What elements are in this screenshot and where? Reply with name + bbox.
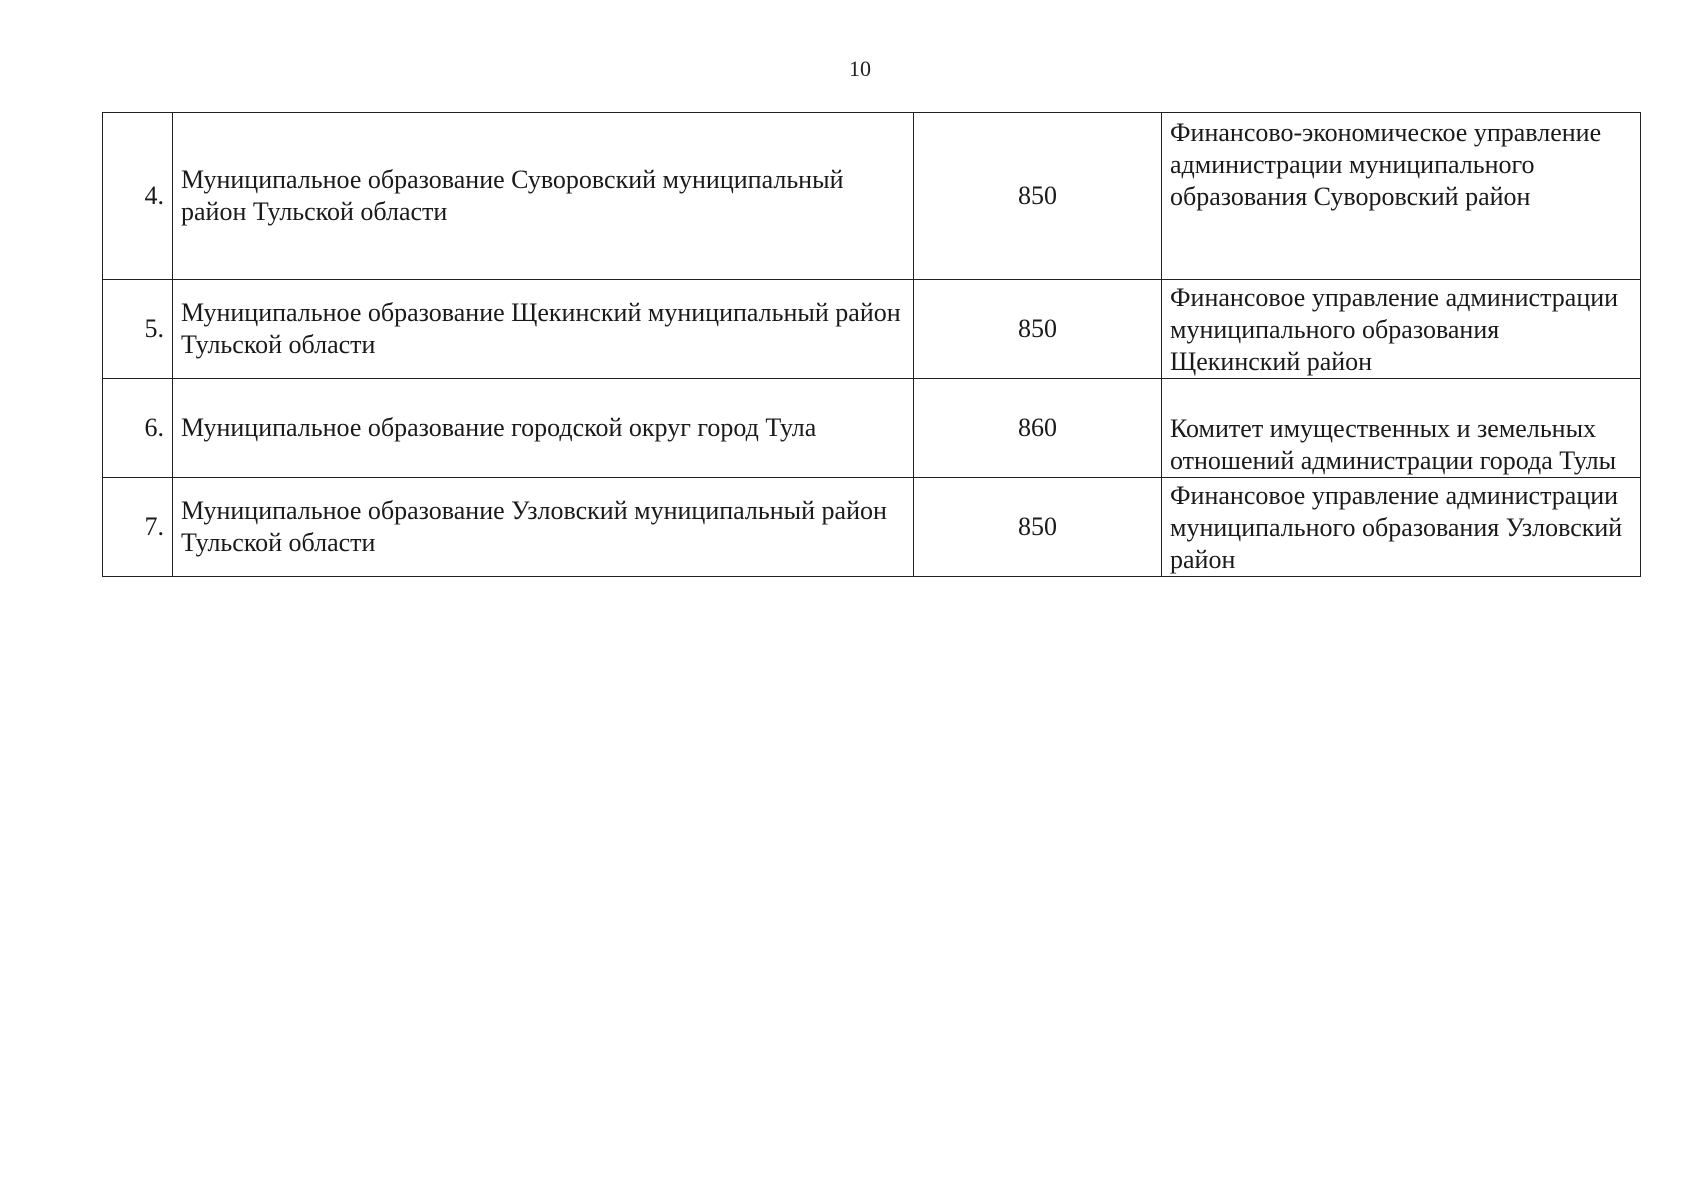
table-row bbox=[103, 280, 1641, 379]
municipality-table bbox=[102, 112, 1641, 577]
budget-code: 860 bbox=[914, 379, 1162, 478]
budget-code: 850 bbox=[914, 113, 1162, 280]
table-row bbox=[103, 113, 1641, 280]
municipality-name: Муниципальное образование Щекинский муниципальный район Тульской области bbox=[173, 280, 914, 379]
administrator-org bbox=[1162, 280, 1641, 379]
page-number: 10 bbox=[849, 56, 871, 81]
municipality-name: Муниципальное образование Суворовский муниципальный район Тульской области bbox=[173, 113, 914, 280]
administrator-org-text: Финансовое управление администрации муниципального образования Узловский район bbox=[1170, 481, 1623, 574]
budget-code: 850 bbox=[914, 280, 1162, 379]
administrator-org bbox=[1162, 478, 1641, 577]
administrator-org bbox=[1162, 113, 1641, 280]
administrator-org bbox=[1162, 379, 1641, 478]
row-number: 7. bbox=[103, 478, 173, 577]
administrator-org-text: Финансовое управление администрации муниципального образования Щекинский район bbox=[1170, 283, 1619, 376]
row-number: 6. bbox=[103, 379, 173, 478]
administrator-org-text: Финансово-экономическое управление администрации муниципального образования Суворовский район bbox=[1170, 118, 1602, 211]
table-row bbox=[103, 379, 1641, 478]
administrator-org-text: Комитет имущественных и земельных отношений администрации города Тулы bbox=[1170, 414, 1617, 475]
row-number: 5. bbox=[103, 280, 173, 379]
table-row bbox=[103, 478, 1641, 577]
row-number: 4. bbox=[103, 113, 173, 280]
municipality-name: Муниципальное образование городской округ город Тула bbox=[173, 379, 914, 478]
budget-code: 850 bbox=[914, 478, 1162, 577]
municipality-name: Муниципальное образование Узловский муниципальный район Тульской области bbox=[173, 478, 914, 577]
